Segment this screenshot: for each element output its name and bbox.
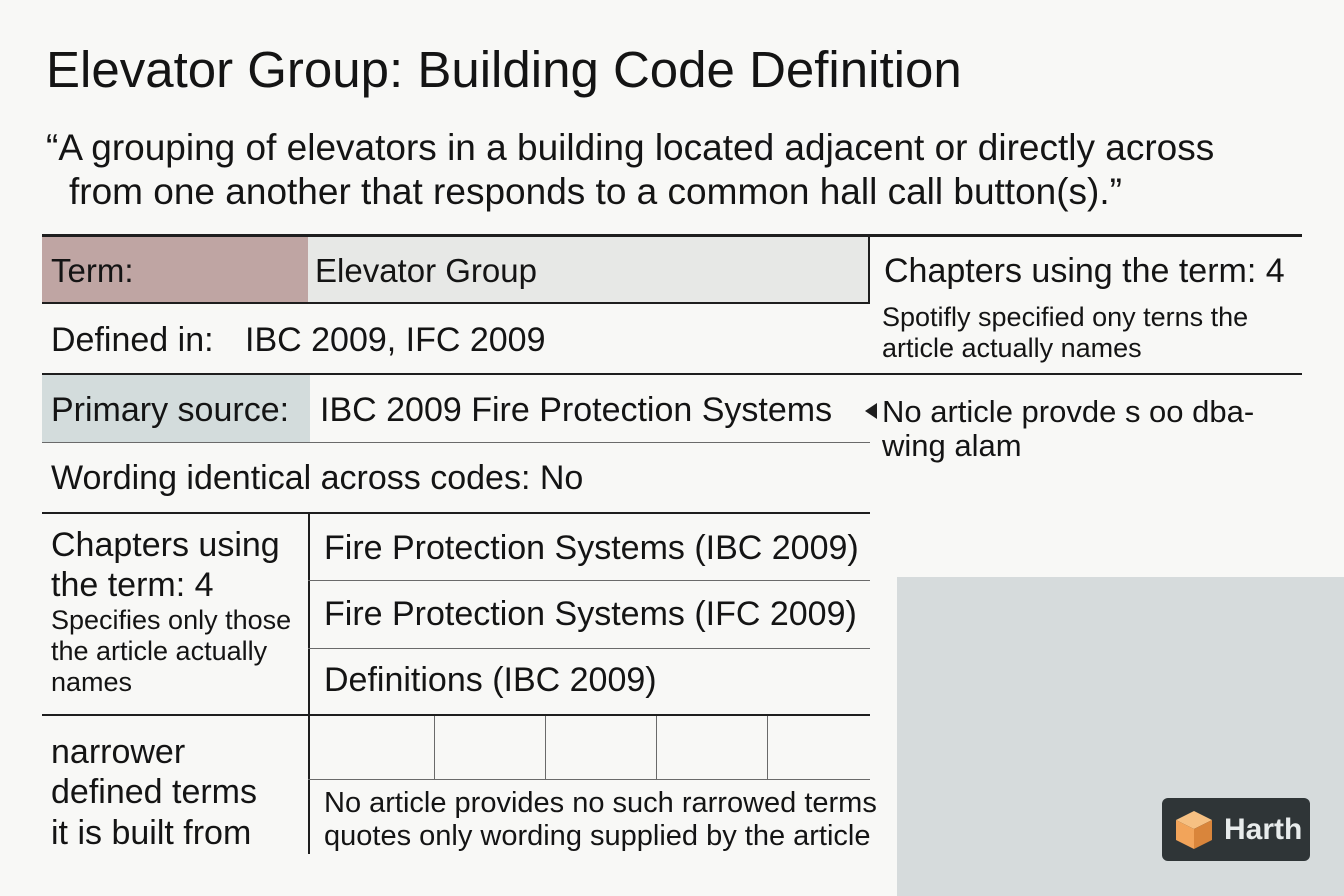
definition-quote <box>46 126 1214 214</box>
narrower-grid-bottom <box>308 779 870 780</box>
side-chapters-note-line-2: article actually names <box>882 333 1142 363</box>
term-row-bottom <box>42 302 870 304</box>
chapters-note-line-2: the article actually <box>51 636 268 666</box>
table-top-rule <box>42 234 1302 237</box>
narrower-note-line-1: No article provides no such rarrowed terms <box>324 787 877 819</box>
primary-source-label: Primary source: <box>51 391 290 429</box>
chapters-label-line-2: the term: 4 <box>51 566 214 604</box>
primary-row-bottom <box>42 442 870 443</box>
cube-logo-icon <box>1172 808 1216 852</box>
side-chapters-note-line-1: Spotifly specified ony terns the <box>882 302 1249 332</box>
wording-row-bottom <box>42 512 870 514</box>
defined-row-bottom <box>42 373 1302 375</box>
chapter-item: Definitions (IBC 2009) <box>324 661 657 699</box>
side-note-line-1: No article provde s oo dba- <box>882 394 1255 429</box>
page-title: Elevator Group: Building Code Definition <box>46 41 962 98</box>
narrower-label-line-2: defined terms <box>51 773 257 811</box>
narrower-col-3 <box>656 716 657 779</box>
narrower-note-line-2: quotes only wording supplied by the article <box>324 820 871 852</box>
term-value: Elevator Group <box>315 252 537 289</box>
term-label: Term: <box>51 252 134 289</box>
chapter-2-bottom <box>308 648 870 649</box>
chapter-item: Fire Protection Systems (IFC 2009) <box>324 595 857 633</box>
chapter-item: Fire Protection Systems (IBC 2009) <box>324 529 859 567</box>
primary-source-value: IBC 2009 Fire Protection Systems <box>320 391 833 429</box>
narrower-col-1 <box>434 716 435 779</box>
narrower-col-4 <box>767 716 768 779</box>
quote-line-2: from one another that responds to a common hall call button(s).” <box>69 171 1122 212</box>
chapters-label-line-1: Chapters using <box>51 526 280 564</box>
narrower-col-2 <box>545 716 546 779</box>
chapters-row-bottom <box>42 714 870 716</box>
chapters-divider <box>308 512 310 854</box>
wording-identical: Wording identical across codes: No <box>51 459 584 497</box>
chapters-note-line-1: Specifies only those <box>51 605 292 635</box>
chapter-1-bottom <box>308 580 870 581</box>
side-note-line-2: wing alam <box>882 428 1022 463</box>
side-chapters-heading: Chapters using the term: 4 <box>884 252 1285 290</box>
chapters-note-line-3: names <box>51 667 133 697</box>
narrower-label-line-1: narrower <box>51 733 186 771</box>
brand-logo <box>1162 798 1310 861</box>
defined-in-label: Defined in: <box>51 321 214 359</box>
arrow-left-icon <box>864 402 878 420</box>
quote-line-1: “A grouping of elevators in a building located adjacent or directly across <box>46 127 1215 168</box>
term-row-right <box>868 234 870 304</box>
narrower-label-line-3: it is built from <box>51 814 252 852</box>
logo-wordmark: Harth <box>1224 812 1303 846</box>
defined-in-value: IBC 2009, IFC 2009 <box>245 321 546 359</box>
